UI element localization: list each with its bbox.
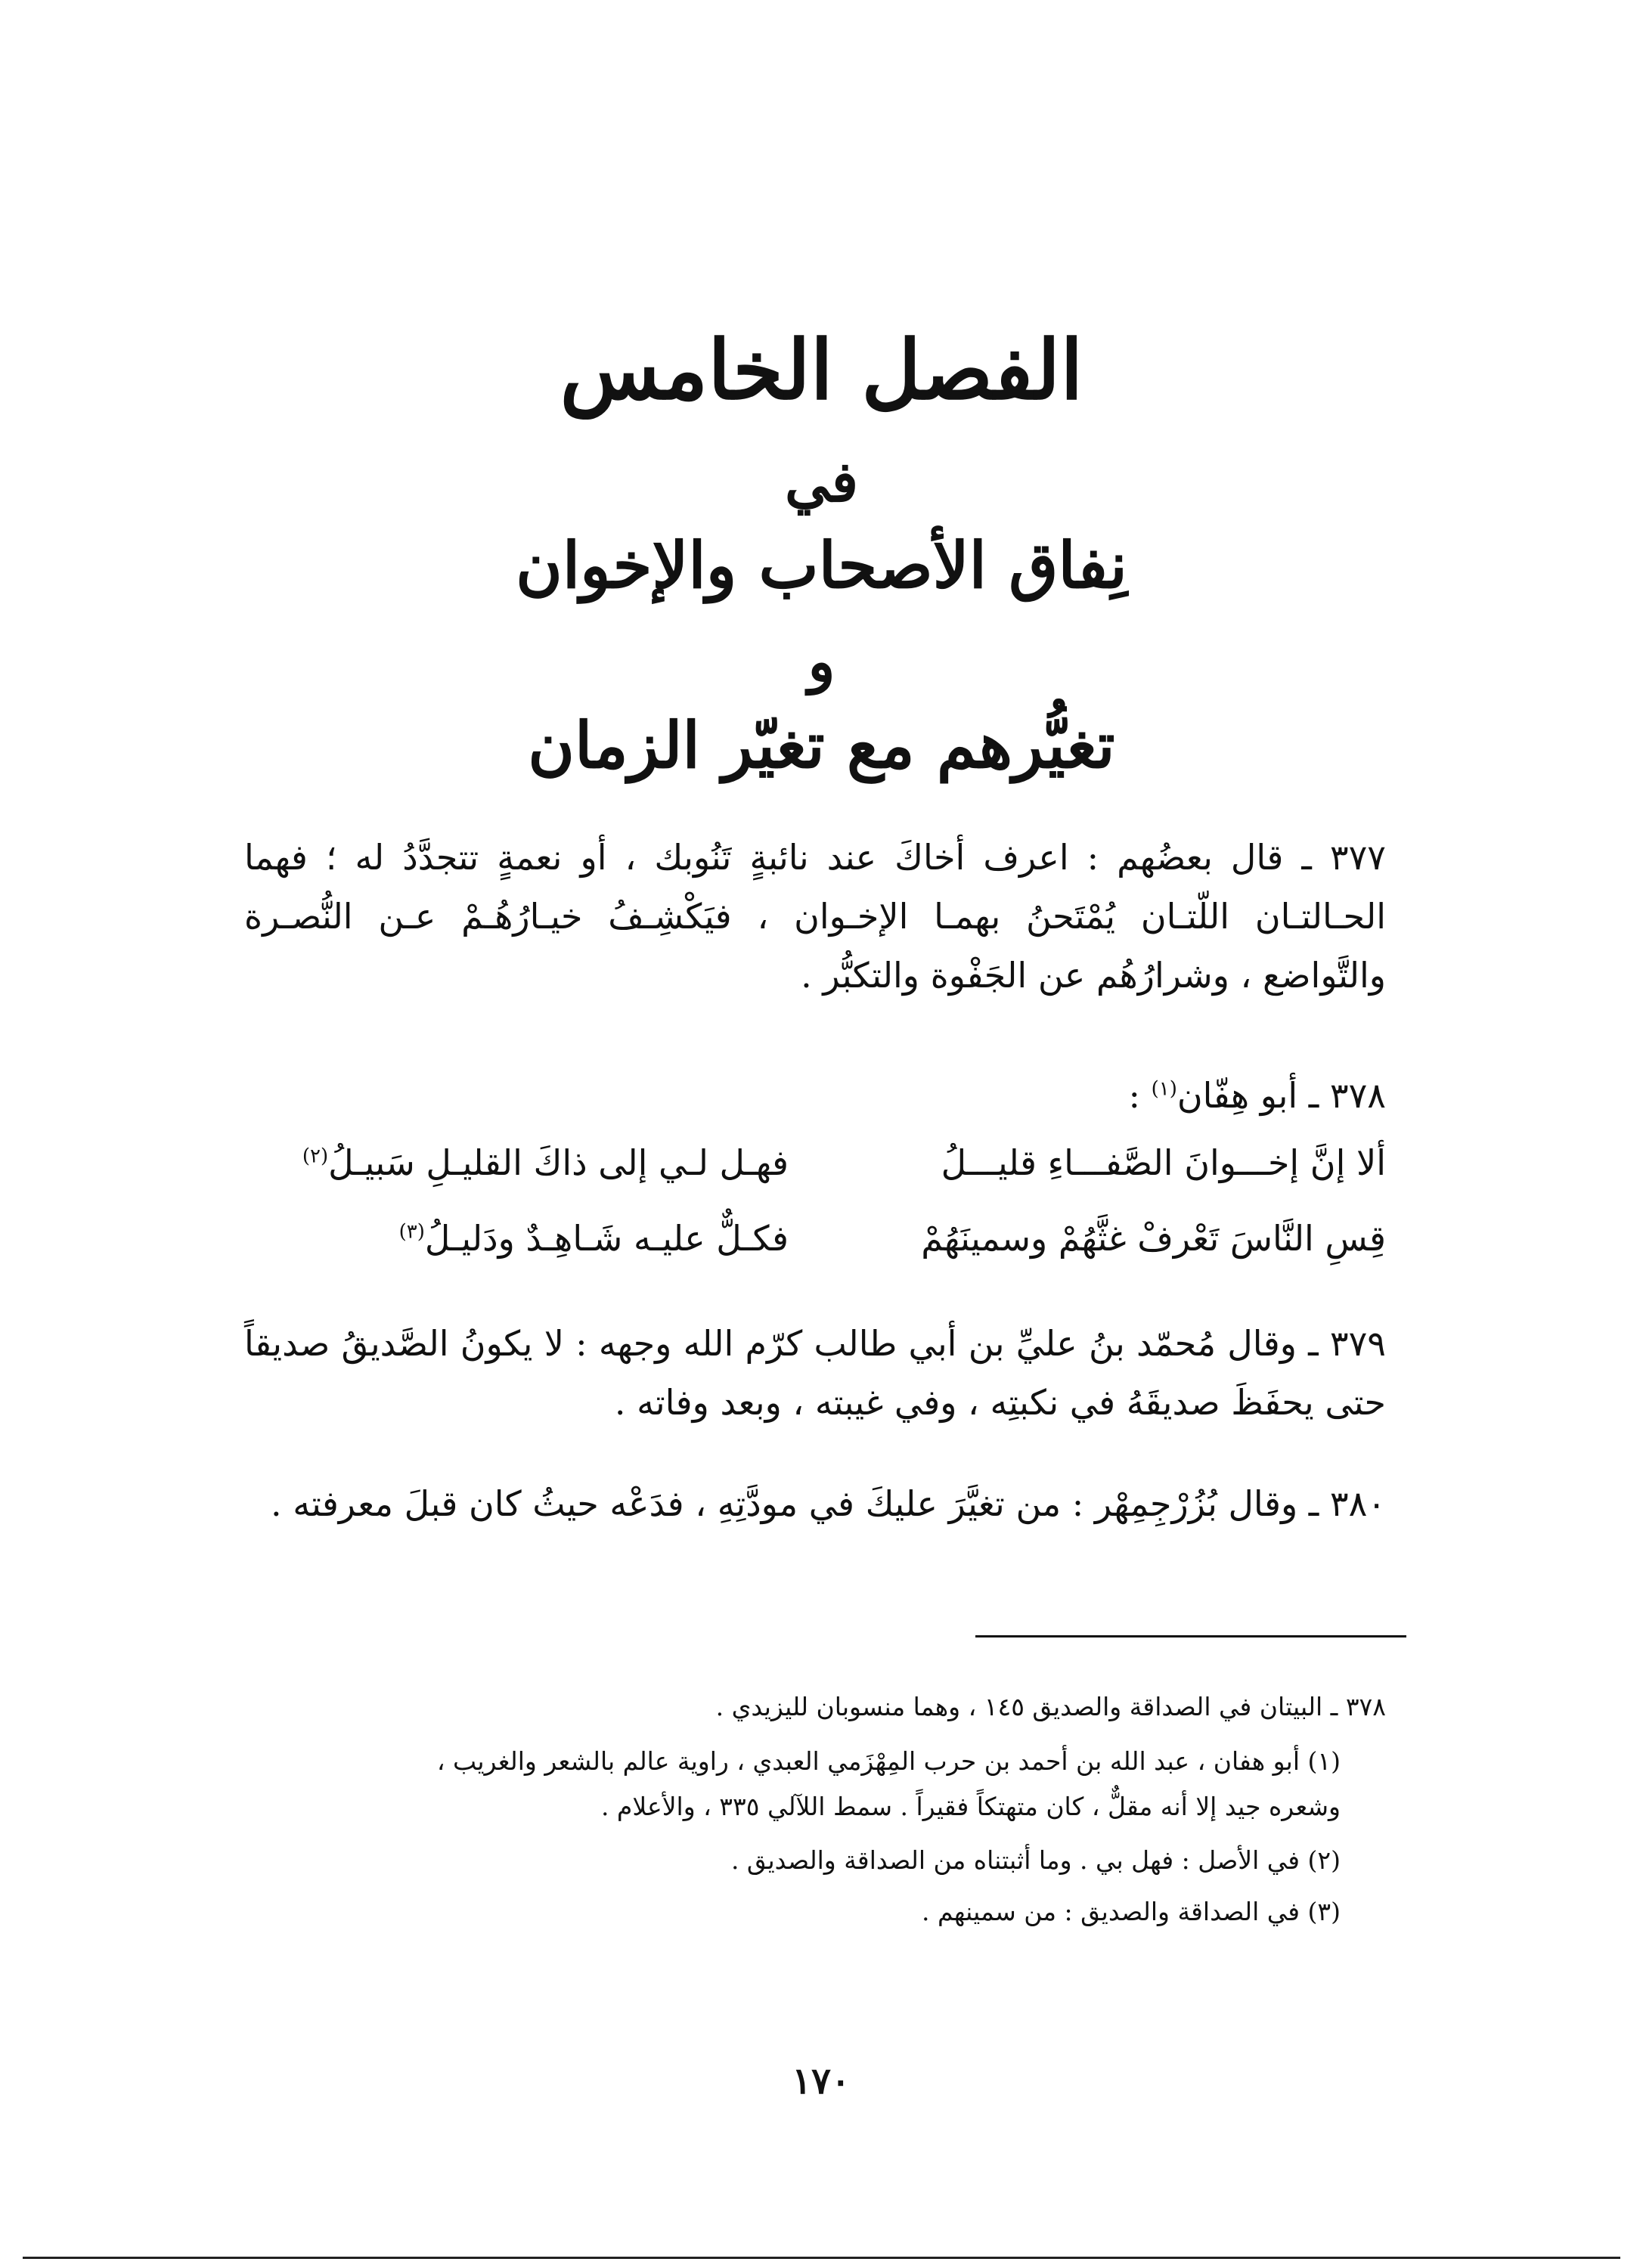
- verse-line-1: [244, 1132, 1386, 1193]
- verse-1-first-hemistich: ألا إنَّ إخـــوانَ الصَّفـــاءِ قليـــلُ: [941, 1142, 1386, 1183]
- chapter-subtitle-2: تغيُّرهم مع تغيّر الزمان: [528, 708, 1115, 782]
- chapter-title-in: في: [784, 450, 859, 515]
- chapter-title: الفصل الخامس: [560, 323, 1083, 418]
- paragraph-378-label: ٣٧٨ ـ أبو هِفّان: [1176, 1075, 1386, 1116]
- verse-2-second-text: فكـلٌّ عليـه شَـاهِـدٌ ودَليـلُ: [424, 1218, 789, 1259]
- chapter-heading: [378, 318, 1265, 791]
- paragraph-379: ٣٧٩ ـ وقال مُحمّد بنُ عليِّ بن أبي طالب كرّم الله وجهه : لا يكونُ الصَّديقُ صديقاً حتى يحفَظَ صديقَهُ في نكبتِه ، وفي غيبته ، وبعد وفاته .: [244, 1323, 1386, 1423]
- verse-2-first-hemistich: قِسِ النَّاسَ تَعْرفْ غثَّهُمْ وسمينَهُمْ: [921, 1218, 1386, 1259]
- footnote-ref-3: (٣): [398, 1220, 425, 1244]
- paragraph-378-intro: [244, 1066, 1386, 1125]
- footnote-1-line-1: (١) أبو هفان ، عبد الله بن أحمد بن حرب المِهْزَمي العبدي ، راوية عالم بالشعر والغريب ،: [436, 1746, 1341, 1776]
- paragraph-378-colon: :: [1128, 1075, 1152, 1116]
- verse-2-second-hemistich: [244, 1208, 789, 1269]
- page-bottom-border: [23, 2257, 1620, 2259]
- verse-line-2: [244, 1208, 1386, 1269]
- footnote-3: (٣) في الصداقة والصديق : من سمينهم .: [921, 1897, 1341, 1926]
- footnote-378: ٣٧٨ ـ البيتان في الصداقة والصديق ١٤٥ ، وهما منسوبان لليزيدي .: [715, 1692, 1386, 1721]
- paragraph-377: ٣٧٧ ـ قال بعضُهم : اعرف أخاكَ عند نائبةٍ تَنُوبك ، أو نعمةٍ تتجدَّدُ له ؛ فهما الحـالتـان اللّتـان يُمْتَحنُ بهمـا الإخـوان ، فيَكْشِـفُ خيـارُهُـمْ عـن النُّصـرة والتَّواضع ، وشرارُهُم عن الجَفْوة والتكبُّر .: [244, 837, 1386, 996]
- footnote-separator: [975, 1635, 1406, 1637]
- page-number: ١٧٠: [792, 2060, 851, 2102]
- verse-1-second-hemistich: [244, 1132, 789, 1193]
- chapter-title-and: و: [808, 630, 835, 695]
- footnote-ref-2: (٢): [302, 1145, 329, 1168]
- chapter-subtitle-1: نِفاق الأصحاب والإخوان: [516, 528, 1127, 603]
- footnote-ref-1: (١): [1151, 1077, 1177, 1101]
- footnote-1-line-2: وشعره جيد إلا أنه مقلٌّ ، كان متهتكاً فقيراً . سمط اللآلي ٣٣٥ ، والأعلام .: [600, 1792, 1341, 1821]
- verse-1-second-text: فهـل لـي إلى ذاكَ القليـلِ سَبيـلُ: [328, 1142, 789, 1183]
- footnote-2: (٢) في الأصل : فهل بي . وما أثبتناه من الصداقة والصديق .: [730, 1845, 1341, 1875]
- paragraph-380: ٣٨٠ ـ وقال بُزُرْجِمِهْر : من تغيَّرَ عليكَ في مودَّتِهِ ، فدَعْه حيثُ كان قبلَ معرفته .: [271, 1483, 1386, 1524]
